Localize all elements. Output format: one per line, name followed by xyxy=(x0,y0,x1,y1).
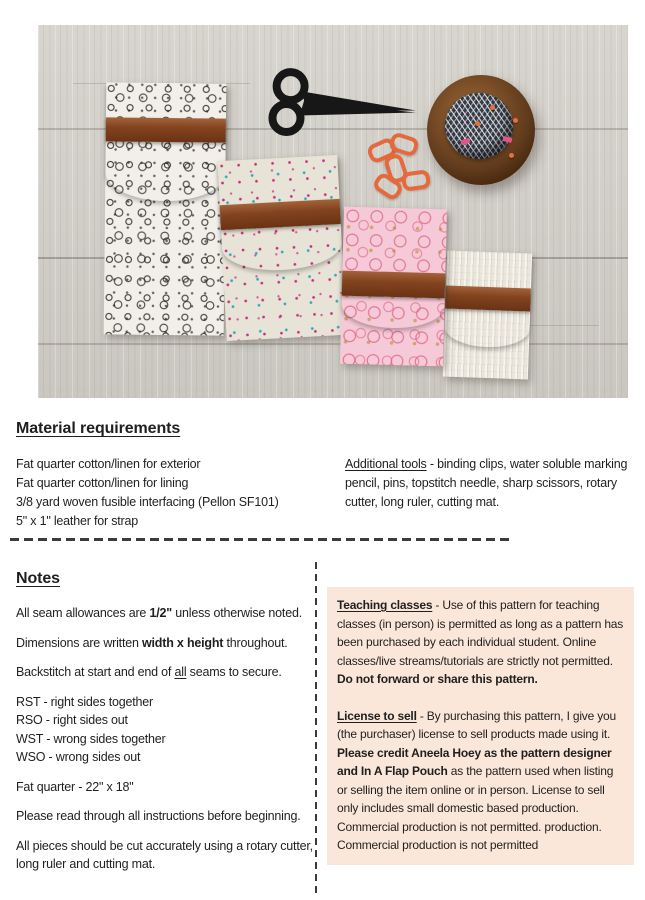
pin-icon xyxy=(509,153,514,158)
note-seam-allowance: All seam allowances are 1/2" unless otherwise noted. xyxy=(16,606,302,620)
pin-icon xyxy=(513,118,518,123)
abbreviation-item: WSO - wrong sides out xyxy=(16,750,141,764)
pin-flag-icon xyxy=(460,138,470,146)
additional-tools-text: Additional tools - binding clips, water soluble marking pencil, pins, topstitch needle, sharp scissors, rotary cutter, long ruler, cutting mat. xyxy=(345,457,628,509)
material-item: Fat quarter cotton/linen for lining xyxy=(16,476,189,490)
pouch-pink-floral xyxy=(340,207,447,367)
note-backstitch: Backstitch at start and end of all seams to secure. xyxy=(16,665,282,679)
material-item: Fat quarter cotton/linen for exterior xyxy=(16,457,201,471)
pin-flag-icon xyxy=(503,136,513,143)
leather-strap xyxy=(106,117,226,142)
note-cut-accurately: All pieces should be cut accurately using a rotary cutter, long ruler and cutting mat. xyxy=(16,838,313,871)
pincushion-tweed-dome xyxy=(445,93,513,159)
pin-icon xyxy=(490,105,495,110)
hero-photo xyxy=(38,25,628,398)
pouch-floral-black-white xyxy=(104,82,227,335)
abbreviation-item: WST - wrong sides together xyxy=(16,731,166,746)
license-to-sell-text: License to sell - By purchasing this pattern, I give you (the purchaser) license to sell products made using it. Please credit Aneela Hoey as the pattern designer and In A Flap Pouch as the pattern used when listing or selling the item online or in person. License to sell only includes small domestic based production. Commercial production is not permitted. production. Commercial production is not permitted xyxy=(337,708,616,852)
pouch-cream-small xyxy=(443,251,532,380)
dashed-divider-horizontal xyxy=(10,538,510,541)
pouch-speckled-beige xyxy=(217,155,346,341)
dashed-divider-vertical xyxy=(315,562,317,897)
leather-strap xyxy=(342,271,446,299)
license-box xyxy=(327,587,634,865)
note-read-through: Please read through all instructions before beginning. xyxy=(16,809,301,823)
material-item: 5" x 1" leather for strap xyxy=(16,514,138,528)
abbreviation-item: RST - right sides together xyxy=(16,694,153,709)
material-item: 3/8 yard woven fusible interfacing (Pellon SF101) xyxy=(16,495,279,509)
stitch-marker-clip-icon xyxy=(401,169,431,192)
abbreviation-list xyxy=(16,693,316,767)
abbreviation-item: RSO - right sides out xyxy=(16,713,128,727)
material-requirements-heading: Material requirements xyxy=(16,420,181,437)
notes-body xyxy=(16,604,316,885)
material-list xyxy=(16,455,338,531)
leather-strap xyxy=(445,286,531,312)
wood-plank-seam xyxy=(38,343,628,345)
teaching-classes-text: Teaching classes - Use of this pattern for teaching classes (in person) is permitted as long as a pattern has been purchased by each individual student. Online classes/live streams/tutorials are strictly not permitted. Do not forward or share this pattern. xyxy=(337,598,624,686)
note-fat-quarter: Fat quarter - 22" x 18" xyxy=(16,779,134,794)
note-dimensions: Dimensions are written width x height throughout. xyxy=(16,635,288,650)
pin-icon xyxy=(475,121,480,126)
pouch-flap xyxy=(341,207,447,330)
wooden-pincushion xyxy=(427,75,535,185)
notes-heading: Notes xyxy=(16,570,60,587)
